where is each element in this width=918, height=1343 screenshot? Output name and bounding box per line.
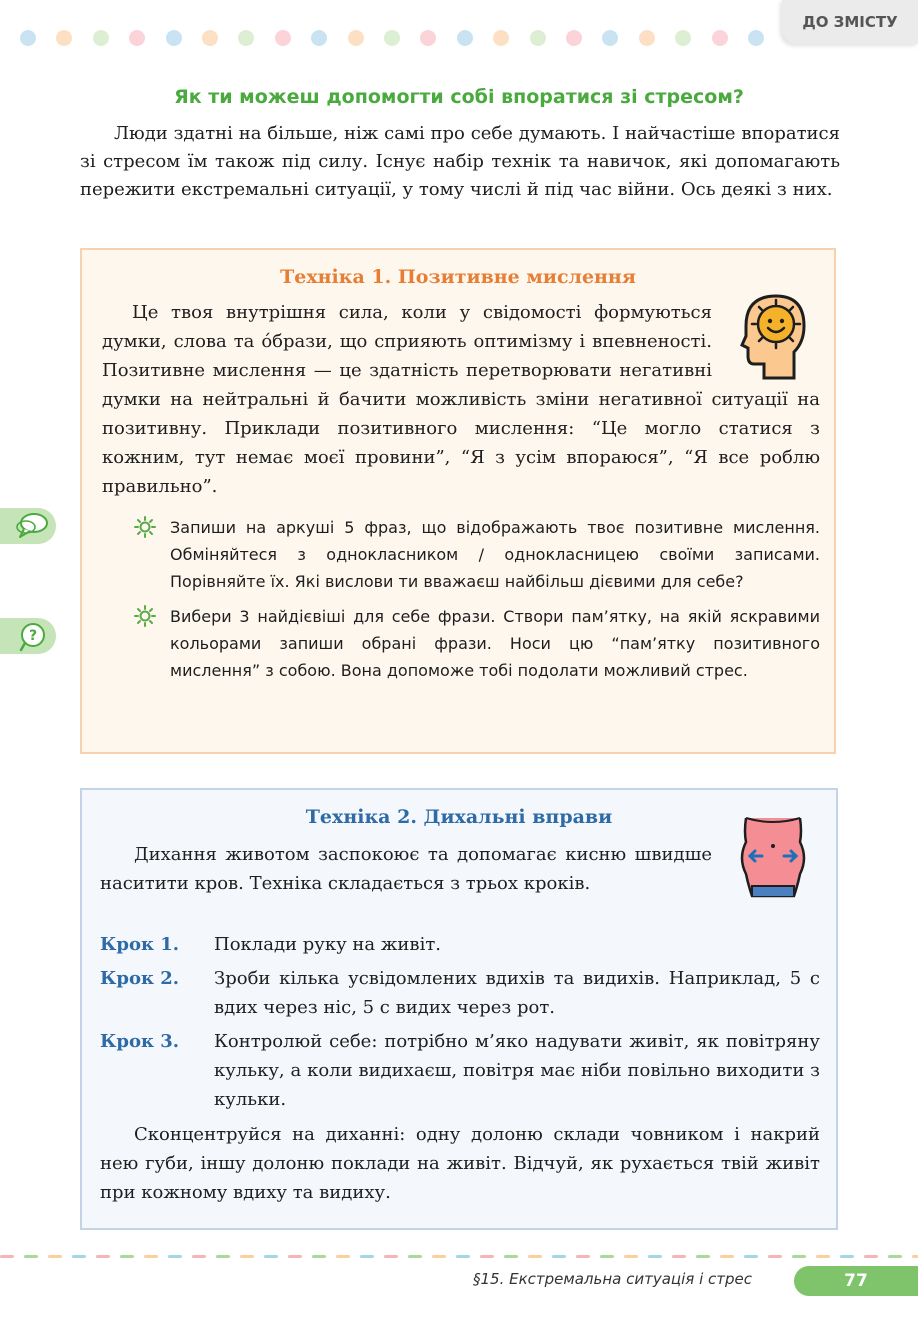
decorative-dot (20, 30, 36, 46)
footer-dash-border (0, 1255, 918, 1259)
step-label: Крок 3. (100, 1031, 180, 1052)
decorative-dash (552, 1255, 566, 1258)
section-title: Як ти можеш допомогти собі впоратися зі стресом? (174, 86, 744, 108)
decorative-dash (96, 1255, 110, 1258)
decorative-dot (348, 30, 364, 46)
decorative-dash (360, 1255, 374, 1258)
technique-2-box (80, 788, 838, 1230)
step-text: Контролюй себе: потрібно м’яко надувати живіт, як повітряну кульку, а коли видихаєш, повітря має ніби повільно виходити з кульки. (214, 1031, 820, 1110)
decorative-dash (816, 1255, 830, 1258)
decorative-dot (202, 30, 218, 46)
decorative-dash (168, 1255, 182, 1258)
decorative-dot (602, 30, 618, 46)
decorative-dot (93, 30, 109, 46)
decorative-dash (432, 1255, 446, 1258)
belly-breathing-icon (738, 812, 808, 898)
decorative-dash (144, 1255, 158, 1258)
decorative-dash (648, 1255, 662, 1258)
decorative-dash (384, 1255, 398, 1258)
decorative-dash (24, 1255, 38, 1258)
decorative-dash (264, 1255, 278, 1258)
decorative-dot (457, 30, 473, 46)
decorative-dash (744, 1255, 758, 1258)
breathing-steps (100, 930, 820, 1119)
decorative-dash (288, 1255, 302, 1258)
step-text: Зроби кілька усвідомлених вдихів та видихів. Наприклад, 5 с вдих через ніс, 5 с видих через рот. (214, 968, 820, 1018)
decorative-dot (566, 30, 582, 46)
decorative-dash (72, 1255, 86, 1258)
decorative-dash (480, 1255, 494, 1258)
intro-paragraph: Люди здатні на більше, ніж самі про себе думають. І найчастіше впоратися зі стресом їм також під силу. Існує набір технік та навичок, які допомагають пережити екстремальні ситуації, у тому числі й під час війни. Ось деякі з них. (80, 123, 840, 200)
speech-bubbles-icon (14, 511, 50, 541)
decorative-dot (238, 30, 254, 46)
technique-1-title: Техніка 1. Позитивне мислення (280, 266, 636, 288)
sun-bullet-icon (134, 516, 156, 538)
decorative-dash (840, 1255, 854, 1258)
decorative-dash (792, 1255, 806, 1258)
decorative-dash (120, 1255, 134, 1258)
decorative-dash (0, 1255, 14, 1258)
svg-text:?: ? (28, 628, 38, 644)
decorative-dash (456, 1255, 470, 1258)
task-text: Запиши на аркуші 5 фраз, що відображають твоє позитивне мислення. Обміняйтеся з однокласником / однокласницею своїми записами. Порівняйте їх. Які вислови ти вважаєш найбільш дієвими для себе? (170, 518, 820, 591)
question-marker (0, 618, 56, 654)
technique-1-box (80, 248, 836, 754)
decorative-dash (672, 1255, 686, 1258)
step-item (100, 964, 820, 1022)
decorative-dot (166, 30, 182, 46)
page-number: 77 (794, 1266, 918, 1296)
task-text: Вибери 3 найдієвіші для себе фрази. Створи пам’ятку, на якій яскравими кольорами запиши обрані фрази. Носи цю “пам’ятку позитивного мислення” з собою. Вона допоможе тобі подолати можливий стрес. (170, 607, 820, 680)
technique-2-title: Техніка 2. Дихальні вправи (305, 806, 613, 828)
technique-1-text: Це твоя внутрішня сила, коли у свідомості формуються думки, слова та о́брази, що сприяють оптимізму і впевненості. Позитивне мислення — це здатність перетворювати негативні думки на нейтральні й бачити можливість зміни негативної ситуації на позитивну. Приклади позитивного мислення: “Це могло статися з кожним, тут немає моєї провини”, “Я з усім впораюся”, “Я все роблю правильно”. (102, 302, 820, 497)
decorative-dash (624, 1255, 638, 1258)
decorative-dot (384, 30, 400, 46)
decorative-dot (675, 30, 691, 46)
decorative-dash (312, 1255, 326, 1258)
decorative-dot (311, 30, 327, 46)
decorative-dot (530, 30, 546, 46)
decorative-dash (888, 1255, 902, 1258)
decorative-dash (528, 1255, 542, 1258)
decorative-dot (56, 30, 72, 46)
decorative-dot (712, 30, 728, 46)
decorative-dash (864, 1255, 878, 1258)
decorative-dash (48, 1255, 62, 1258)
decorative-dash (696, 1255, 710, 1258)
decorative-dash (768, 1255, 782, 1258)
decorative-dash (600, 1255, 614, 1258)
decorative-dot (493, 30, 509, 46)
decorative-dash (576, 1255, 590, 1258)
discussion-marker (0, 508, 56, 544)
step-text: Поклади руку на живіт. (214, 934, 442, 955)
technique-1-tasks (130, 514, 820, 692)
step-item (100, 1027, 820, 1114)
decorative-dash (912, 1255, 918, 1258)
top-dot-border (20, 30, 780, 46)
decorative-dash (408, 1255, 422, 1258)
technique-2-intro: Дихання животом заспокоює та допомагає кисню швидше наситити кров. Техніка складається з трьох кроків. (100, 844, 712, 894)
decorative-dash (504, 1255, 518, 1258)
task-item (130, 514, 820, 595)
decorative-dot (639, 30, 655, 46)
decorative-dash (336, 1255, 350, 1258)
decorative-dash (192, 1255, 206, 1258)
decorative-dash (216, 1255, 230, 1258)
step-label: Крок 2. (100, 968, 180, 989)
decorative-dot (275, 30, 291, 46)
footer-section-ref: §15. Екстремальна ситуація і стрес (473, 1270, 752, 1288)
technique-2-outro: Сконцентруйся на диханні: одну долоню склади човником і накрий нею губи, іншу долоню поклади на живіт. Відчуй, як рухається твій живіт при кожному вдиху та видиху. (100, 1124, 820, 1203)
table-of-contents-button[interactable]: ДО ЗМІСТУ (782, 0, 918, 44)
decorative-dot (129, 30, 145, 46)
decorative-dot (748, 30, 764, 46)
decorative-dot (420, 30, 436, 46)
task-item (130, 603, 820, 684)
decorative-dash (240, 1255, 254, 1258)
question-icon (18, 621, 50, 653)
step-label: Крок 1. (100, 934, 180, 955)
sun-bullet-icon (134, 605, 156, 627)
decorative-dash (720, 1255, 734, 1258)
step-item (100, 930, 820, 959)
